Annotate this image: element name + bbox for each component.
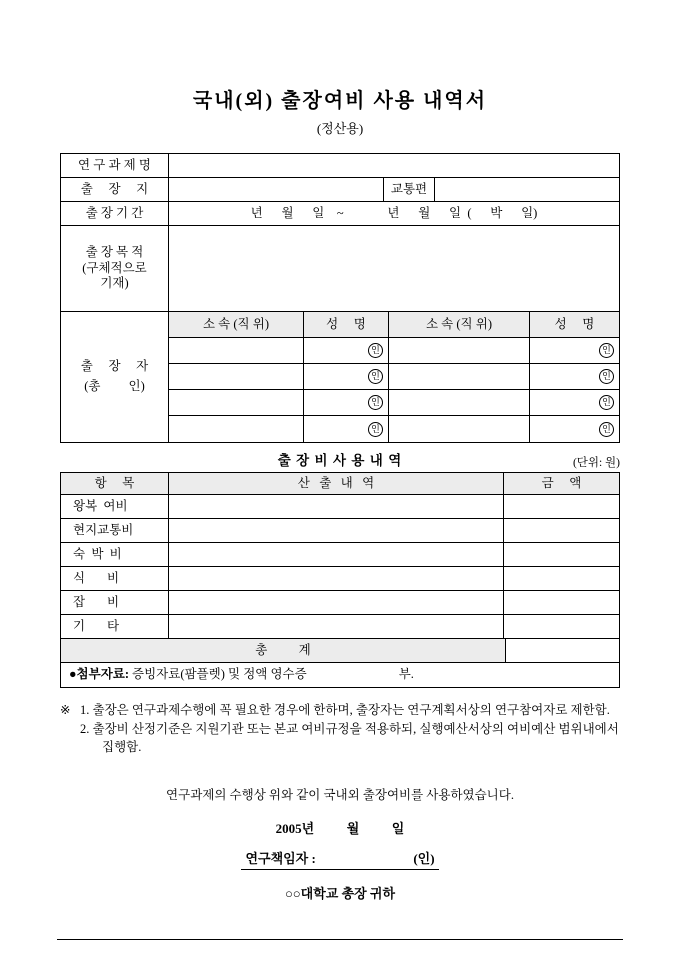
calc-field: [169, 567, 504, 590]
item-label: 식 비: [61, 567, 169, 590]
notes-marker: ※: [60, 703, 71, 717]
project-name-field: [169, 154, 619, 177]
amount-field: [504, 615, 619, 638]
affiliation-field: [169, 390, 304, 415]
attachment-suffix: 부.: [398, 667, 414, 682]
name-header: 성 명: [554, 316, 595, 331]
travelers-label-line2: (총 인): [84, 379, 145, 393]
trip-period-field: 년 월 일 ~ 년 월 일 ( 박 일): [250, 205, 538, 220]
calc-field: [169, 543, 504, 566]
traveler-row: [169, 364, 619, 390]
seal-mark: 인: [599, 369, 614, 384]
seal-mark: 인: [599, 343, 614, 358]
amount-header: 금 액: [541, 475, 582, 490]
expense-row-roundtrip: [61, 495, 619, 519]
destination-row: [61, 178, 619, 202]
signer-line: [60, 848, 620, 870]
date-line: 2005년 월 일: [275, 821, 405, 837]
expense-row-other: [61, 615, 619, 639]
calc-field: [169, 591, 504, 614]
total-amount-field: [506, 639, 619, 662]
project-name-label: 연 구 과 제 명: [61, 154, 169, 177]
affiliation-field: [169, 364, 304, 389]
amount-field: [504, 495, 619, 518]
name-header: 성 명: [304, 312, 389, 337]
item-label: 잡 비: [61, 591, 169, 614]
amount-field: [504, 543, 619, 566]
calc-header: 산 출 내 역: [169, 473, 504, 494]
destination-field: [169, 178, 384, 201]
document-content: [60, 0, 620, 902]
purpose-label: [61, 226, 169, 311]
recipient-line: ○○대학교 총장 귀하: [284, 886, 396, 902]
item-label: 기 타: [61, 615, 169, 638]
item-label: 숙 박 비: [61, 543, 169, 566]
affiliation-header: 소 속 (직 위): [389, 312, 530, 337]
calc-field: [169, 495, 504, 518]
travelers-section: [61, 312, 619, 442]
expense-row-misc: [61, 591, 619, 615]
expense-section-title: 출 장 비 사 용 내 역: [277, 453, 403, 468]
affiliation-field: [169, 416, 304, 442]
travelers-table: [169, 312, 619, 442]
seal-mark: 인: [368, 395, 383, 410]
trip-period-label: 출 장 기 간: [61, 202, 169, 225]
footer-rule: [57, 939, 623, 940]
traveler-row: [169, 390, 619, 416]
expense-row-meals: [61, 567, 619, 591]
name-field: [304, 416, 389, 442]
page-title: 국내(외) 출장여비 사용 내역서: [192, 90, 488, 112]
expense-header-row: [61, 473, 619, 495]
calc-field: [169, 519, 504, 542]
closing-statement: 연구과제의 수행상 위와 같이 국내외 출장여비를 사용하였습니다.: [166, 788, 514, 803]
seal-mark: 인: [599, 422, 614, 437]
travelers-label: [61, 312, 169, 442]
traveler-row: [169, 338, 619, 364]
expense-table: [60, 472, 620, 688]
purpose-label-line3: 기재): [100, 276, 129, 291]
expense-row-local-transport: [61, 519, 619, 543]
amount-field: [504, 591, 619, 614]
attachment-row: [61, 663, 619, 687]
trip-period-row: [61, 202, 619, 226]
travelers-header-row: [169, 312, 619, 338]
item-label: 왕복 여비: [61, 495, 169, 518]
affiliation-field: [389, 416, 530, 442]
item-header: 항 목: [61, 473, 169, 494]
transport-field: [435, 178, 619, 201]
calc-field: [169, 615, 504, 638]
name-field: [530, 390, 619, 415]
total-row: [61, 639, 619, 663]
total-label: 총 계: [61, 639, 506, 662]
info-table: [60, 153, 620, 443]
signer-text: 연구책임자 : (인): [241, 848, 438, 870]
affiliation-field: [389, 390, 530, 415]
purpose-label-line1: 출 장 목 적: [85, 245, 144, 260]
unit-note: (단위: 원): [572, 457, 620, 469]
seal-mark: 인: [368, 343, 383, 358]
item-label: 현지교통비: [61, 519, 169, 542]
seal-mark: 인: [599, 395, 614, 410]
purpose-row: [61, 226, 619, 312]
name-field: [304, 364, 389, 389]
closing-block: [60, 785, 620, 902]
transport-label: 교통편: [384, 178, 435, 201]
seal-mark: 인: [368, 422, 383, 437]
name-field: [530, 364, 619, 389]
traveler-row: [169, 416, 619, 442]
notes-items: [80, 701, 620, 757]
expense-row-lodging: [61, 543, 619, 567]
amount-field: [504, 567, 619, 590]
attachment-label: ●첨부자료:: [69, 667, 130, 682]
attachment-cell: [61, 663, 619, 687]
project-name-row: [61, 154, 619, 178]
affiliation-field: [389, 364, 530, 389]
purpose-label-line2: (구체적으로: [82, 260, 147, 275]
notes: [60, 701, 620, 757]
amount-field: [504, 519, 619, 542]
note-item-1: 1. 출장은 연구과제수행에 꼭 필요한 경우에 한하며, 출장자는 연구계획서상의 연구참여자로 제한함.: [80, 703, 610, 717]
affiliation-field: [389, 338, 530, 363]
seal-mark: 인: [368, 369, 383, 384]
purpose-field: [169, 226, 619, 311]
travelers-label-line1: 출 장 자: [80, 359, 149, 374]
expense-section-head: [60, 446, 620, 472]
note-item-2: 2. 출장비 산정기준은 지원기관 또는 본교 여비규정을 적용하되, 실행예산서상의 여비예산 범위내에서 집행함.: [80, 722, 619, 755]
affiliation-field: [169, 338, 304, 363]
attachment-text: 증빙자료(팜플렛) 및 정액 영수증: [132, 667, 307, 682]
name-field: [530, 338, 619, 363]
name-field: [530, 416, 619, 442]
affiliation-header: 소 속 (직 위): [169, 312, 304, 337]
destination-label: 출 장 지: [61, 178, 169, 201]
name-field: [304, 390, 389, 415]
name-field: [304, 338, 389, 363]
page-subtitle: (정산용): [316, 121, 364, 136]
